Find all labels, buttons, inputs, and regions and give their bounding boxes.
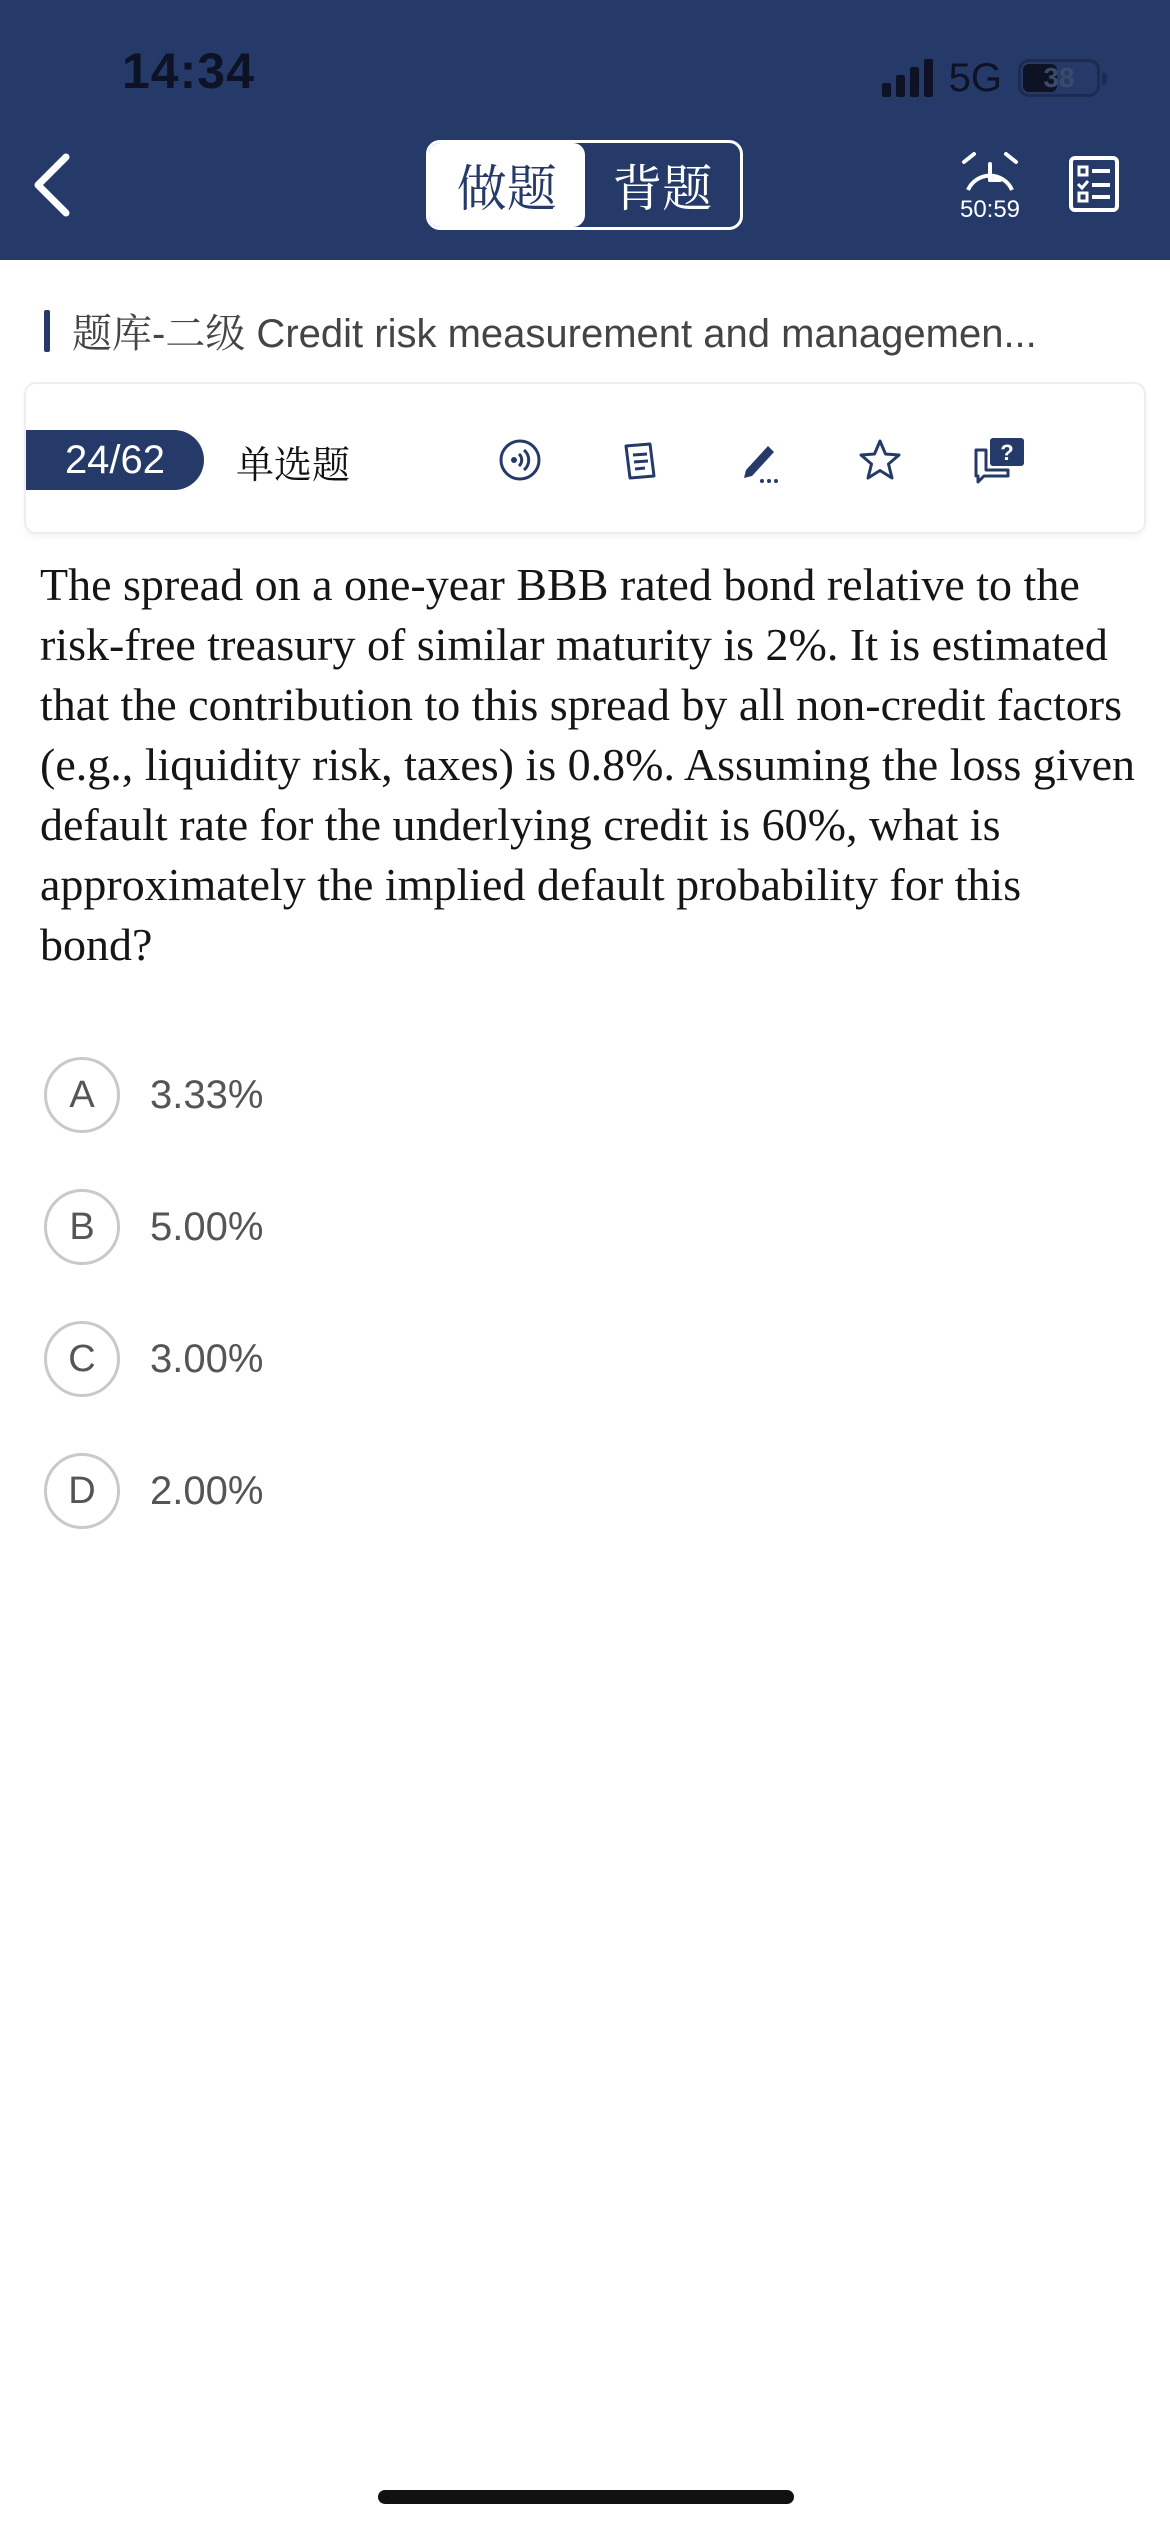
breadcrumb-marker: [44, 310, 50, 352]
notes-icon[interactable]: [616, 436, 664, 484]
question-type: 单选题: [236, 445, 351, 487]
svg-text:?: ?: [1000, 440, 1014, 465]
breadcrumb: [44, 302, 1144, 359]
battery-icon: [1018, 59, 1100, 97]
option-text: 2.00%: [150, 1468, 264, 1513]
option-letter: D: [44, 1453, 120, 1529]
signal-icon: [882, 59, 933, 97]
option-letter: B: [44, 1189, 120, 1265]
network-type: 5G: [948, 55, 1002, 100]
audio-icon[interactable]: [496, 436, 544, 484]
question-comment-icon[interactable]: [972, 436, 1028, 484]
mode-switch: [426, 140, 743, 230]
option-letter: A: [44, 1057, 120, 1133]
question-toolbar: [24, 382, 1146, 534]
edit-icon[interactable]: [736, 436, 784, 484]
option-d[interactable]: [44, 1451, 944, 1531]
battery-level: 38: [1043, 62, 1075, 93]
timer-text: 50:59: [959, 196, 1021, 223]
star-icon[interactable]: [856, 436, 904, 484]
option-a[interactable]: [44, 1055, 944, 1135]
tab-practice[interactable]: 做题: [429, 143, 585, 227]
question-counter: 24/62: [26, 430, 204, 490]
option-b[interactable]: [44, 1187, 944, 1267]
option-text: 3.00%: [150, 1336, 264, 1381]
option-text: 3.33%: [150, 1072, 264, 1117]
alarm-clock-icon: [960, 150, 1020, 194]
option-letter: C: [44, 1321, 120, 1397]
chevron-left-icon: [30, 151, 74, 219]
timer-button[interactable]: [945, 150, 1035, 230]
back-button[interactable]: [22, 140, 82, 230]
option-c[interactable]: [44, 1319, 944, 1399]
status-indicators: [882, 52, 1100, 104]
tab-memorize[interactable]: 背题: [612, 161, 713, 217]
question-text: The spread on a one-year BBB rated bond relative to the risk-free treasury of similar maturity is 2%. It is estimated that the contribution to this spread by all non-credit factors (e.g., liquidity risk, taxes) is 0.8%. Assuming the loss given default rate for the underlying credit is 60%, what is approximately the implied default probability for this bond?: [40, 559, 1135, 970]
option-text: 5.00%: [150, 1204, 264, 1249]
breadcrumb-text: 题库-二级 Credit risk measurement and managemen...: [72, 312, 1037, 356]
top-bar: [0, 0, 1170, 260]
status-time: 14:34: [122, 43, 255, 99]
answer-sheet-icon[interactable]: [1068, 155, 1120, 213]
home-indicator[interactable]: [378, 2490, 794, 2504]
